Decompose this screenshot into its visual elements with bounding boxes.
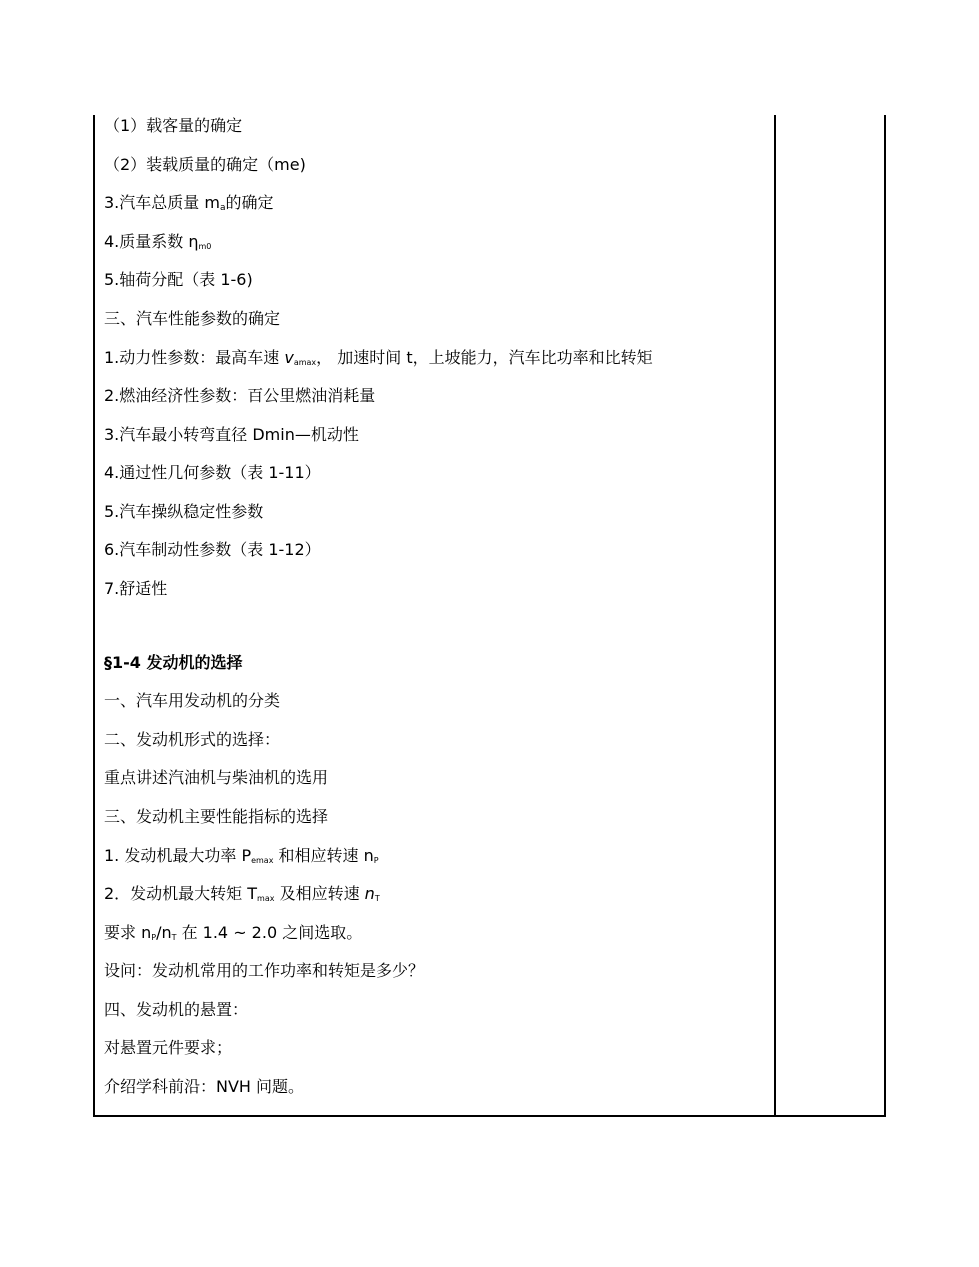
text-line: 5.汽车操纵稳定性参数 — [104, 502, 264, 521]
section-heading: 二、发动机形式的选择： — [104, 730, 281, 749]
text-line: 4.质量系数 ηm0 — [104, 232, 212, 251]
text-line: 6.汽车制动性参数（表 1-12） — [104, 540, 321, 559]
text-line: 对悬置元件要求； — [104, 1038, 233, 1057]
text-line: 4.通过性几何参数（表 1-11） — [104, 463, 321, 482]
text-line: 2．发动机最大转矩 Tmax 及相应转速 nT — [104, 884, 380, 903]
section-heading: 三、汽车性能参数的确定 — [104, 309, 281, 328]
lesson-table — [93, 115, 886, 1117]
text-line: 3.汽车总质量 $m_a$的确定 — [104, 193, 274, 213]
text-line: 重点讲述汽油机与柴油机的选用 — [104, 768, 329, 787]
text-line: （2）装载质量的确定（me) — [104, 155, 306, 174]
text-line: 2.燃油经济性参数：百公里燃油消耗量 — [104, 386, 376, 405]
section-heading: 三、发动机主要性能指标的选择 — [104, 807, 329, 826]
text-line: （1）载客量的确定 — [104, 116, 243, 135]
text-line: 介绍学科前沿：NVH 问题。 — [104, 1077, 305, 1096]
text-line: 5.轴荷分配（表 1-6) — [104, 270, 253, 289]
section-heading: 一、汽车用发动机的分类 — [104, 691, 281, 710]
section-heading: 四、发动机的悬置： — [104, 1000, 249, 1019]
chapter-heading: §1-4 发动机的选择 — [104, 653, 243, 672]
column-divider — [774, 115, 776, 1115]
text-line: 7.舒适性 — [104, 579, 168, 598]
text-line: 要求 nP/nT 在 1.4 ~ 2.0 之间选取。 — [104, 923, 363, 942]
text-line: 3.汽车最小转弯直径 Dmin—机动性 — [104, 425, 359, 444]
text-line: 1.动力性参数：最高车速 vamax， 加速时间 t，上坡能力，汽车比功率和比转矩 — [104, 348, 653, 367]
text-line: 1. 发动机最大功率 Pemax 和相应转速 nP — [104, 846, 379, 865]
text-line: 设问：发动机常用的工作功率和转矩是多少？ — [104, 961, 425, 980]
